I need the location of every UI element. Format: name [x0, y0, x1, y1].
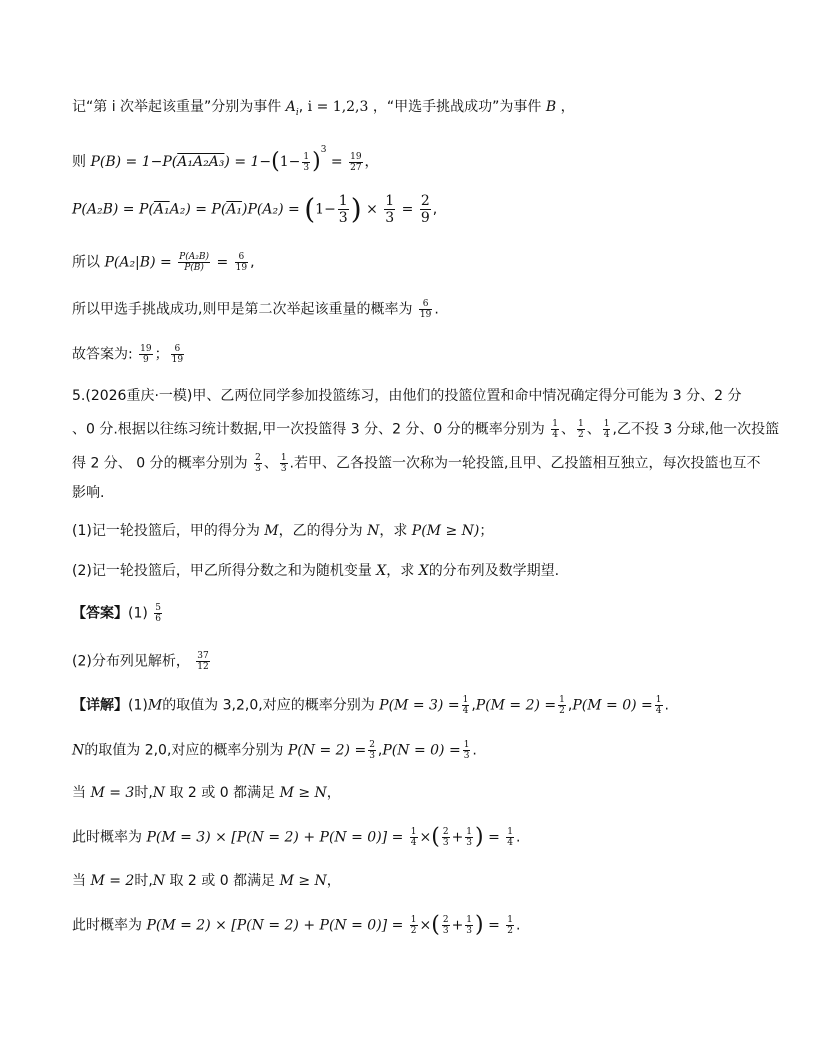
formula: A₁A₂A₃ [177, 154, 225, 170]
numerator: 6 [235, 252, 248, 263]
fraction [577, 419, 585, 440]
numerator: 19 [350, 151, 362, 162]
numerator: 1 [410, 915, 417, 925]
text: 记“第 i 次举起该重量”分别为事件 [72, 99, 282, 115]
numerator: 6 [419, 299, 432, 310]
text: 、 [560, 421, 575, 438]
fraction [235, 252, 248, 273]
numerator: 1 [463, 740, 470, 750]
var-M: M [147, 697, 163, 714]
text: ,乙不投 3 分球,他一次投篮 [612, 421, 780, 438]
fraction [465, 915, 473, 936]
equals: = [401, 201, 414, 218]
denominator: 2 [577, 430, 584, 440]
formula: P(N = 0) = [382, 742, 461, 759]
formula: P(M = 3) × [P(N = 2) + P(N = 0)] = [146, 829, 404, 846]
denominator: 3 [280, 464, 287, 474]
text: (2)分布列见解析， [72, 653, 190, 670]
question-5-line-4 [72, 483, 104, 503]
equals: = [330, 154, 343, 170]
text: 当 [72, 873, 86, 889]
denominator: 2 [559, 706, 565, 716]
numerator: 1 [303, 151, 310, 162]
formula: 1− [279, 154, 301, 170]
times: × [419, 917, 432, 934]
text: ，“甲选手挑战成功”为事件 [372, 99, 542, 115]
fraction [506, 827, 514, 848]
text: (2)记一轮投篮后，甲乙所得分数之和为随机变量 [72, 563, 372, 579]
text: . [516, 829, 521, 846]
denominator: 3 [338, 210, 348, 226]
times: × [366, 201, 378, 218]
denominator: 2 [507, 926, 513, 936]
text: ， [326, 785, 341, 801]
fraction [463, 740, 471, 761]
text: 、0 分.根据以往练习统计数据,甲一次投篮得 3 分、2 分、0 分的概率分别为 [72, 421, 545, 438]
formula: M = 2 [90, 873, 135, 889]
fraction [442, 915, 450, 936]
text: 、 [586, 421, 601, 438]
denominator: 3 [463, 751, 470, 761]
text: 的取值为 3,2,0,对应的概率分别为 [162, 697, 375, 714]
denominator: 4 [410, 838, 417, 848]
question-5-line-2 [72, 419, 779, 440]
denominator: 4 [462, 706, 469, 716]
answer-1 [72, 603, 164, 624]
fraction [349, 152, 362, 173]
text: 当 [72, 785, 86, 801]
formula: P(A₂|B) = [104, 254, 172, 271]
numerator: 1 [507, 827, 513, 837]
numerator: 2 [369, 740, 375, 750]
text: ； [479, 523, 494, 539]
fraction [154, 603, 162, 624]
text: .若甲、乙各投篮一次称为一轮投篮,且甲、乙投篮相互独立，每次投篮也互不 [289, 455, 761, 472]
denominator: 19 [171, 355, 184, 365]
denominator: 19 [419, 310, 432, 320]
formula: P(M = 2) = [475, 697, 557, 714]
formula: P(M = 3) = [379, 697, 460, 714]
fraction [442, 827, 450, 848]
times: × [419, 829, 432, 846]
text: (1) [128, 605, 148, 622]
detail-line-4 [72, 824, 521, 850]
fraction [465, 827, 473, 848]
text: , [567, 697, 573, 714]
solution-line-conclusion [72, 299, 439, 320]
plus: + [451, 917, 464, 934]
event-A: A [285, 99, 296, 115]
formula: P(A₂B) = P( [72, 201, 154, 218]
denominator: 3 [385, 210, 395, 226]
paren: ( [431, 824, 440, 850]
denominator: P(B) [184, 263, 204, 273]
detail-line-2 [72, 740, 477, 761]
numerator: 1 [466, 915, 473, 925]
text: 时, [134, 785, 153, 801]
fraction [302, 152, 310, 173]
answer-line [72, 344, 186, 365]
fraction [178, 252, 210, 273]
formula: M ≥ N [279, 785, 327, 801]
numerator: 1 [338, 193, 348, 209]
fraction [280, 453, 288, 474]
formula: M ≥ N [279, 873, 327, 889]
paren: ( [271, 149, 280, 174]
subscript: i [295, 107, 299, 118]
numerator: 2 [420, 193, 430, 209]
fraction [506, 915, 514, 936]
denominator: 9 [420, 210, 430, 226]
text: 则 [72, 154, 86, 170]
numerator: 1 [462, 695, 469, 705]
numerator: 1 [385, 193, 395, 209]
numerator: 2 [442, 827, 449, 837]
formula: P(N = 2) = [287, 742, 367, 759]
denominator: 2 [410, 926, 417, 936]
denominator: 27 [350, 162, 362, 173]
fraction [368, 740, 376, 761]
fraction [171, 344, 184, 365]
formula: M = 3 [90, 785, 135, 801]
detail-line-1 [72, 695, 669, 716]
paren: ( [304, 192, 316, 226]
numerator: 1 [507, 915, 513, 925]
text: 影响. [72, 485, 105, 501]
numerator: 1 [280, 453, 287, 463]
numerator: 1 [466, 827, 473, 837]
formula: ) = 1− [224, 154, 272, 170]
text: , [298, 99, 304, 115]
fraction [462, 695, 470, 716]
text: ， [364, 154, 379, 170]
text: 得 2 分、 0 分的概率分别为 [72, 455, 248, 472]
text: 取 2 或 0 都满足 [169, 873, 276, 889]
denominator: 9 [143, 355, 149, 365]
numerator: 1 [603, 419, 610, 429]
question-5-part-1 [72, 521, 493, 541]
denominator: 3 [369, 751, 375, 761]
text: 、 [263, 455, 278, 472]
question-5-part-2 [72, 561, 559, 581]
var-X: X [376, 563, 387, 579]
text: 时, [134, 873, 153, 889]
numerator: 6 [171, 344, 184, 355]
formula: A₁ [153, 201, 170, 218]
paren: ) [350, 192, 362, 226]
denominator: 3 [255, 464, 261, 474]
formula: P(B) = 1−P( [90, 154, 178, 170]
denominator: 4 [552, 430, 558, 440]
fraction [410, 827, 418, 848]
question-5-line-3 [72, 453, 760, 474]
text: ； [154, 346, 169, 363]
index-range: i = 1,2,3 [307, 99, 369, 115]
denominator: 4 [507, 838, 513, 848]
fraction [603, 419, 611, 440]
var-M: M [264, 523, 279, 539]
text: 5.(2026重庆·一模)甲、乙两位同学参加投篮练习，由他们的投篮位置和命中情况确定得分可能为 3 分、2 分 [72, 388, 742, 404]
text: 此时概率为 [72, 917, 142, 934]
paren: ) [312, 149, 321, 174]
equals: = [488, 917, 500, 934]
text: 所以 [72, 254, 100, 271]
text: , [471, 697, 476, 714]
text: 故答案为: [72, 346, 133, 363]
text: , [432, 201, 438, 218]
denominator: 6 [155, 614, 162, 624]
text: (1)记一轮投篮后，甲的得分为 [72, 523, 260, 539]
numerator: 19 [140, 344, 152, 354]
text: . [516, 917, 521, 934]
denominator: 3 [466, 926, 473, 936]
fraction [196, 651, 209, 672]
var-X: X [418, 563, 429, 579]
text: 的取值为 2,0,对应的概率分别为 [84, 742, 284, 759]
formula: P(M ≥ N) [411, 523, 480, 539]
numerator: 2 [255, 453, 261, 463]
fraction [420, 193, 431, 226]
numerator: 1 [655, 695, 662, 705]
exponent: 3 [320, 145, 327, 155]
text: 的分布列及数学期望. [428, 563, 560, 579]
solution-line-conditional [72, 252, 255, 273]
text: ，求 [379, 523, 408, 539]
fraction [551, 419, 559, 440]
paren: ( [431, 912, 440, 938]
fraction [410, 915, 418, 936]
question-5-line-1 [72, 386, 742, 406]
formula: A₁ [226, 201, 243, 218]
formula: P(M = 2) × [P(N = 2) + P(N = 0)] = [146, 917, 404, 934]
detail-label: 【详解】 [72, 697, 128, 714]
numerator: 5 [155, 603, 162, 613]
text: . [664, 697, 669, 714]
text: , [250, 254, 255, 271]
numerator: P(A₂B) [179, 252, 209, 262]
denominator: 19 [235, 263, 248, 273]
fraction [254, 453, 262, 474]
fraction [384, 193, 395, 226]
paren: ) [475, 912, 484, 938]
detail-line-6 [72, 912, 521, 938]
text: ， [560, 99, 575, 115]
event-B: B [545, 99, 557, 115]
formula: P(M = 0) = [572, 697, 653, 714]
detail-line-3 [72, 783, 341, 803]
var-N: N [367, 523, 380, 539]
text: . [434, 301, 439, 318]
answer-label: 【答案】 [72, 605, 128, 622]
denominator: 3 [466, 838, 473, 848]
fraction [139, 344, 152, 365]
text: ， [326, 873, 341, 889]
equals: = [488, 829, 500, 846]
text: . [472, 742, 477, 759]
detail-line-5 [72, 871, 341, 891]
fraction [558, 695, 566, 716]
denominator: 4 [655, 706, 662, 716]
denominator: 12 [197, 662, 209, 672]
text: ，求 [386, 563, 415, 579]
text: 取 2 或 0 都满足 [169, 785, 276, 801]
fraction [655, 695, 663, 716]
answer-2 [72, 651, 212, 672]
text: 此时概率为 [72, 829, 142, 846]
numerator: 2 [442, 915, 449, 925]
paren: ) [475, 824, 484, 850]
text: , [377, 742, 383, 759]
numerator: 37 [197, 651, 209, 661]
formula: 1− [315, 201, 336, 218]
numerator: 1 [577, 419, 584, 429]
solution-line-1 [72, 97, 575, 123]
denominator: 3 [442, 926, 449, 936]
denominator: 3 [303, 162, 310, 173]
formula: A₂) = P( [169, 201, 227, 218]
text: 所以甲选手挑战成功,则甲是第二次举起该重量的概率为 [72, 301, 413, 318]
denominator: 3 [442, 838, 449, 848]
fraction [419, 299, 432, 320]
numerator: 1 [552, 419, 558, 429]
plus: + [451, 829, 464, 846]
numerator: 1 [410, 827, 417, 837]
denominator: 4 [603, 430, 610, 440]
var-N: N [72, 742, 85, 759]
text: (1) [128, 697, 148, 714]
numerator: 1 [559, 695, 565, 705]
solution-line-PA2B [72, 193, 437, 226]
solution-line-PB [72, 140, 379, 173]
text: ，乙的得分为 [278, 523, 363, 539]
equals: = [216, 254, 229, 271]
var-N: N [152, 873, 166, 889]
fraction [338, 193, 349, 226]
formula: )P(A₂) = [242, 201, 300, 218]
var-N: N [152, 785, 166, 801]
